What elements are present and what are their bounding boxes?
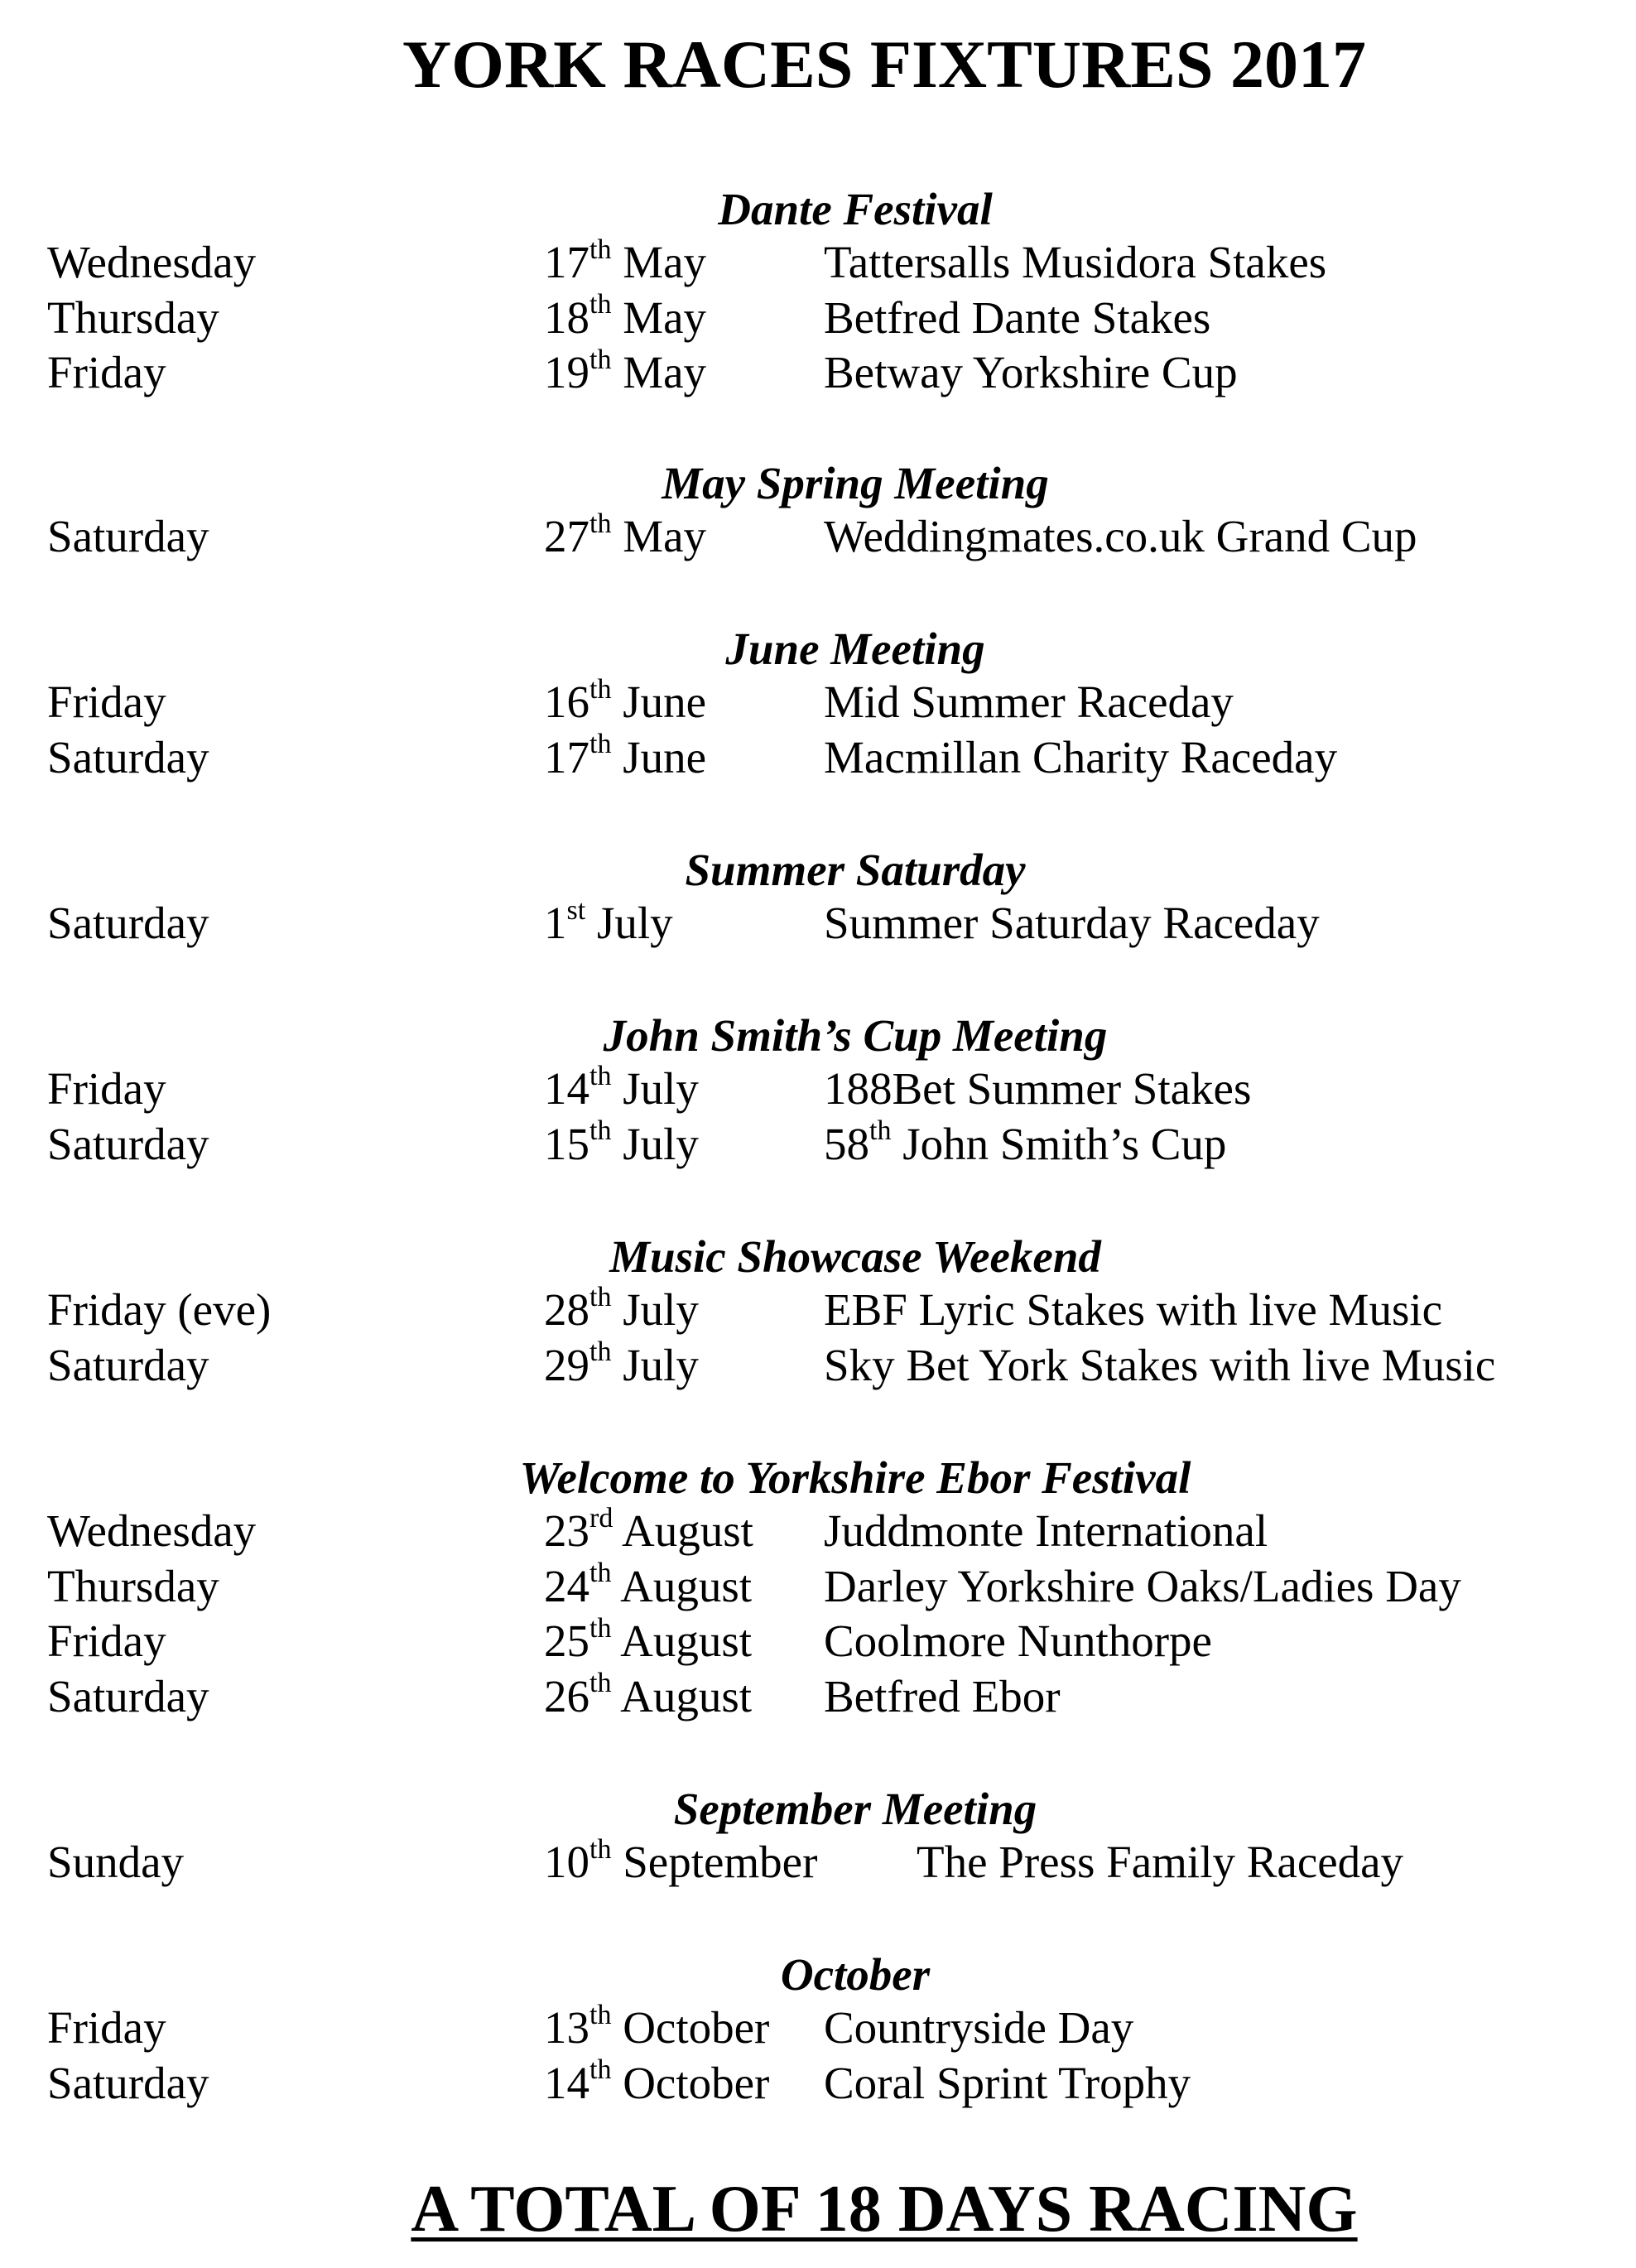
- fixture-row: [0, 1504, 1636, 1558]
- fixture-day: Saturday: [47, 898, 209, 948]
- section-title: Dante Festival: [718, 184, 993, 234]
- fixture-row: [0, 2056, 1636, 2111]
- date-month: September: [623, 1837, 818, 1887]
- fixture-row: [0, 1835, 1636, 1890]
- fixture-race: [824, 896, 1320, 951]
- fixture-day: Thursday: [47, 291, 219, 343]
- fixture-day: Saturday: [47, 731, 209, 782]
- date-number: 23: [544, 1505, 589, 1556]
- date-ordinal-suffix: st: [566, 894, 586, 926]
- fixture-row: [0, 1669, 1636, 1724]
- date-number: 17: [544, 731, 589, 782]
- fixture-date: [544, 2001, 769, 2055]
- date-ordinal-suffix: th: [589, 1060, 612, 1091]
- race-name: Macmillan Charity Raceday: [824, 731, 1338, 782]
- fixture-date: [544, 1062, 699, 1116]
- date-number: 15: [544, 1118, 589, 1169]
- fixture-day: Friday (eve): [47, 1284, 272, 1335]
- date-ordinal-suffix: th: [589, 1612, 612, 1644]
- date-number: 14: [544, 2057, 589, 2108]
- race-name: Mid Summer Raceday: [824, 677, 1234, 727]
- date-ordinal-suffix: th: [589, 729, 612, 760]
- date-month: May: [623, 347, 707, 397]
- fixture-date: [544, 345, 706, 400]
- race-name: Sky Bet York Stakes with live Music: [824, 1339, 1496, 1390]
- race-edition-suffix: th: [869, 1115, 892, 1147]
- date-month: July: [623, 1339, 699, 1390]
- date-ordinal-suffix: th: [589, 1999, 612, 2030]
- race-name: Countryside Day: [824, 2002, 1134, 2053]
- fixture-day: Wednesday: [47, 237, 257, 287]
- date-month: May: [623, 511, 707, 561]
- date-ordinal-suffix: th: [589, 1115, 612, 1147]
- fixture-day: Friday: [47, 677, 166, 727]
- fixture-day: Saturday: [47, 1118, 209, 1169]
- date-number: 13: [544, 2002, 589, 2053]
- section-title: Summer Saturday: [685, 845, 1026, 895]
- date-month: July: [596, 898, 673, 948]
- date-number: 17: [544, 237, 589, 287]
- fixture-date: [544, 1669, 752, 1724]
- page-title: YORK RACES FIXTURES 2017: [402, 26, 1367, 102]
- fixture-race: [917, 1835, 1403, 1890]
- date-month: May: [623, 237, 707, 287]
- race-edition-number: 58: [824, 1118, 869, 1169]
- date-number: 25: [544, 1616, 589, 1666]
- fixture-race: [824, 1283, 1442, 1337]
- race-name: EBF Lyric Stakes with live Music: [824, 1284, 1443, 1335]
- date-ordinal-suffix: th: [589, 1558, 612, 1589]
- fixture-day: Sunday: [47, 1837, 184, 1887]
- fixture-day: Saturday: [47, 511, 209, 561]
- date-month: August: [620, 1560, 753, 1611]
- fixture-date: [544, 1614, 752, 1668]
- date-month: October: [623, 2002, 770, 2053]
- section-title: September Meeting: [673, 1784, 1037, 1834]
- fixture-day: Friday: [47, 347, 166, 397]
- total-days-footer: [0, 2169, 1636, 2249]
- date-number: 19: [544, 347, 589, 397]
- fixture-day: Friday: [47, 1616, 166, 1666]
- fixture-row: [0, 896, 1636, 951]
- fixture-race: [824, 1559, 1461, 1614]
- fixture-row: [0, 1062, 1636, 1116]
- fixture-row: [0, 1338, 1636, 1393]
- date-ordinal-suffix: th: [589, 344, 612, 375]
- fixture-race: [824, 1338, 1495, 1393]
- race-name: Betfred Ebor: [824, 1670, 1061, 1721]
- fixture-date: [544, 675, 706, 730]
- date-number: 24: [544, 1560, 589, 1611]
- date-number: 1: [544, 898, 567, 948]
- fixture-day: Saturday: [47, 2057, 209, 2108]
- fixture-day: Wednesday: [47, 1505, 257, 1556]
- fixture-row: [0, 1283, 1636, 1337]
- date-number: 10: [544, 1837, 589, 1887]
- fixture-day: Saturday: [47, 1670, 209, 1721]
- race-name: Summer Saturday Raceday: [824, 898, 1320, 948]
- fixture-date: [544, 1835, 817, 1890]
- date-month: August: [620, 1670, 753, 1721]
- fixture-row: [0, 509, 1636, 564]
- fixture-row: [0, 291, 1636, 345]
- fixture-race: [824, 730, 1337, 785]
- fixture-row: [0, 1117, 1636, 1172]
- section-title: October: [780, 1949, 931, 2000]
- fixture-row: [0, 1559, 1636, 1614]
- fixture-date: [544, 896, 673, 951]
- fixture-race: [824, 1504, 1268, 1558]
- fixture-date: [544, 1504, 753, 1558]
- date-month: July: [623, 1118, 699, 1169]
- fixture-day: Thursday: [47, 1560, 219, 1611]
- fixture-race: [824, 675, 1234, 730]
- date-ordinal-suffix: th: [589, 1281, 612, 1312]
- fixture-race: [824, 509, 1417, 564]
- date-number: 16: [544, 677, 589, 727]
- section-title: Music Showcase Weekend: [609, 1231, 1101, 1282]
- section-title: John Smith’s Cup Meeting: [603, 1010, 1108, 1061]
- fixture-race: [824, 291, 1210, 345]
- date-ordinal-suffix: th: [589, 289, 612, 320]
- date-month: July: [623, 1284, 699, 1335]
- fixture-date: [544, 235, 706, 290]
- fixture-row: [0, 1614, 1636, 1668]
- fixture-race: [824, 345, 1238, 400]
- date-ordinal-suffix: th: [589, 508, 612, 539]
- date-month: August: [622, 1505, 753, 1556]
- date-ordinal-suffix: th: [589, 1833, 612, 1865]
- fixture-date: [544, 1338, 699, 1393]
- section-title: May Spring Meeting: [662, 458, 1049, 508]
- date-number: 26: [544, 1670, 589, 1721]
- date-number: 29: [544, 1339, 589, 1390]
- date-ordinal-suffix: th: [589, 1336, 612, 1368]
- fixture-race: [824, 1669, 1061, 1724]
- section-title: Welcome to Yorkshire Ebor Festival: [519, 1452, 1191, 1503]
- race-name: Darley Yorkshire Oaks/Ladies Day: [824, 1560, 1461, 1611]
- fixture-row: [0, 345, 1636, 400]
- race-name: Juddmonte International: [824, 1505, 1268, 1556]
- race-name: 188Bet Summer Stakes: [824, 1063, 1252, 1114]
- date-month: August: [620, 1616, 753, 1666]
- race-name: John Smith’s Cup: [902, 1118, 1227, 1169]
- date-ordinal-suffix: th: [589, 234, 612, 265]
- date-month: May: [623, 291, 707, 343]
- date-number: 14: [544, 1063, 589, 1114]
- fixture-race: [824, 2001, 1133, 2055]
- fixture-day: Friday: [47, 1063, 166, 1114]
- race-name: Tattersalls Musidora Stakes: [824, 237, 1327, 287]
- fixture-row: [0, 2001, 1636, 2055]
- date-month: June: [623, 677, 707, 727]
- race-name: Coolmore Nunthorpe: [824, 1616, 1212, 1666]
- date-ordinal-suffix: th: [589, 2054, 612, 2086]
- fixture-row: [0, 730, 1636, 785]
- fixture-date: [544, 2056, 769, 2111]
- date-ordinal-suffix: th: [589, 1668, 612, 1699]
- date-month: July: [623, 1063, 699, 1114]
- fixture-date: [544, 291, 706, 345]
- race-name: Weddingmates.co.uk Grand Cup: [824, 511, 1417, 561]
- fixture-date: [544, 1283, 699, 1337]
- race-name: Coral Sprint Trophy: [824, 2057, 1191, 2108]
- fixture-race: [824, 1062, 1251, 1116]
- date-number: 28: [544, 1284, 589, 1335]
- fixture-race: [824, 2056, 1191, 2111]
- fixture-row: [0, 235, 1636, 290]
- fixture-row: [0, 675, 1636, 730]
- fixture-day: Saturday: [47, 1339, 209, 1390]
- fixture-race: [824, 1117, 1226, 1172]
- date-ordinal-suffix: rd: [589, 1502, 614, 1534]
- fixture-date: [544, 1559, 752, 1614]
- date-month: October: [623, 2057, 770, 2108]
- total-days-text: A TOTAL OF 18 DAYS RACING: [411, 2173, 1358, 2246]
- date-month: June: [623, 731, 707, 782]
- fixture-race: [824, 1614, 1212, 1668]
- race-name: The Press Family Raceday: [917, 1837, 1404, 1887]
- fixture-date: [544, 730, 706, 785]
- date-ordinal-suffix: th: [589, 673, 612, 705]
- date-number: 27: [544, 511, 589, 561]
- section-title: June Meeting: [725, 624, 985, 674]
- fixture-date: [544, 1117, 699, 1172]
- fixture-day: Friday: [47, 2002, 166, 2053]
- race-name: Betfred Dante Stakes: [824, 291, 1211, 343]
- race-name: Betway Yorkshire Cup: [824, 347, 1238, 397]
- fixture-date: [544, 509, 706, 564]
- date-number: 18: [544, 291, 589, 343]
- fixture-race: [824, 235, 1326, 290]
